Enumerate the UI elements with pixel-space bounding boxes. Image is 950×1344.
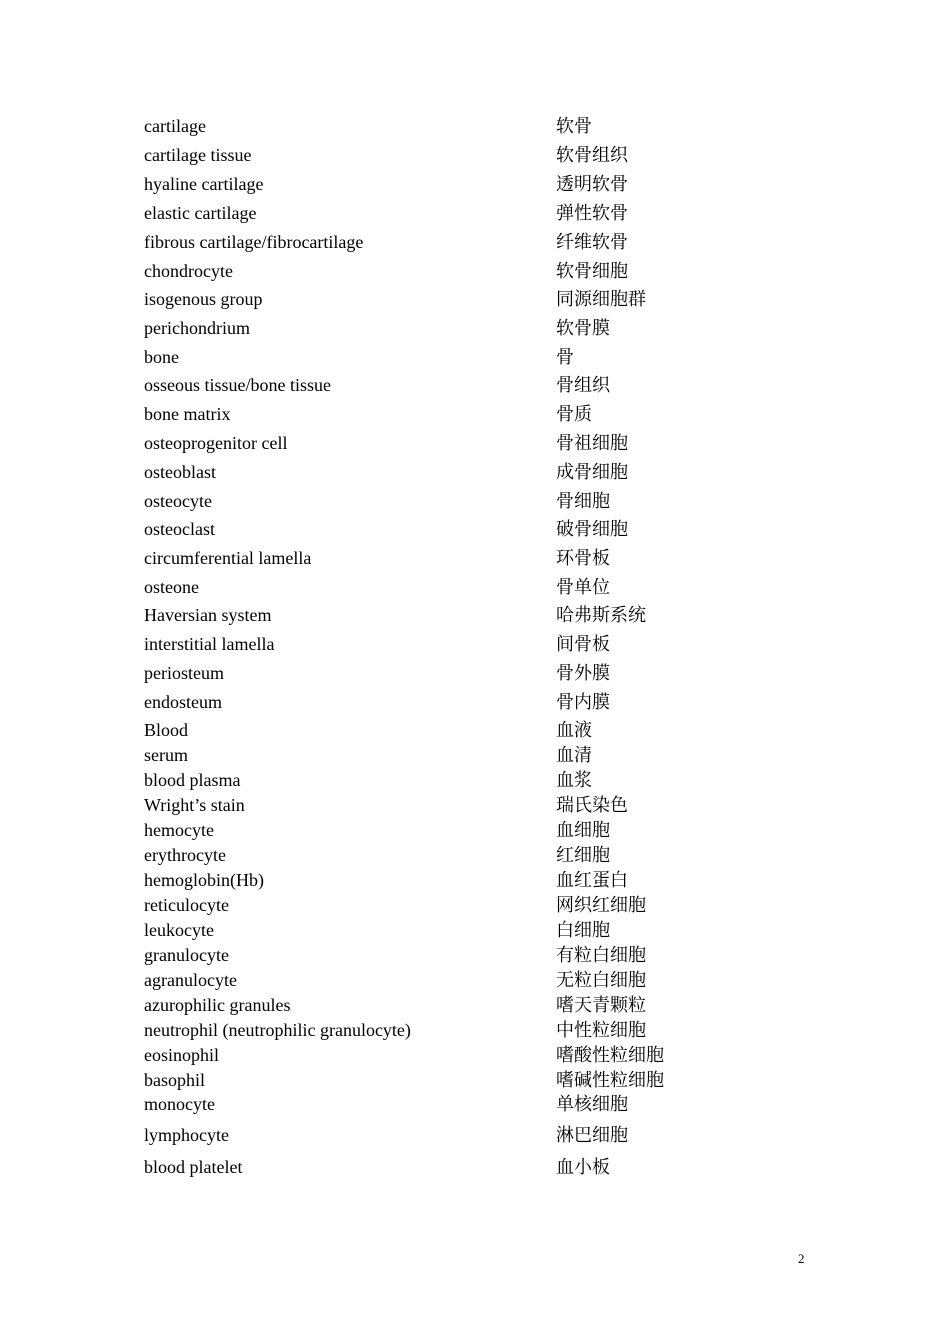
term-chinese: 血红蛋白 bbox=[556, 870, 628, 890]
term-english: interstitial lamella bbox=[144, 634, 275, 654]
term-chinese: 嗜碱性粒细胞 bbox=[556, 1070, 664, 1090]
term-chinese: 骨细胞 bbox=[556, 491, 610, 511]
glossary-row bbox=[0, 918, 950, 942]
term-english: agranulocyte bbox=[144, 970, 237, 990]
glossary-row bbox=[0, 287, 950, 311]
term-english: reticulocyte bbox=[144, 895, 229, 915]
glossary-row bbox=[0, 1018, 950, 1042]
glossary-row bbox=[0, 316, 950, 340]
term-chinese: 红细胞 bbox=[556, 845, 610, 865]
term-english: perichondrium bbox=[144, 318, 250, 338]
glossary-row bbox=[0, 259, 950, 283]
glossary-row bbox=[0, 460, 950, 484]
glossary-row bbox=[0, 402, 950, 426]
term-chinese: 软骨组织 bbox=[556, 145, 628, 165]
term-english: isogenous group bbox=[144, 289, 263, 309]
term-chinese: 骨单位 bbox=[556, 577, 610, 597]
term-english: neutrophil (neutrophilic granulocyte) bbox=[144, 1020, 411, 1040]
term-english: Haversian system bbox=[144, 605, 272, 625]
term-english: monocyte bbox=[144, 1094, 215, 1114]
term-english: osteoclast bbox=[144, 519, 215, 539]
term-chinese: 血浆 bbox=[556, 770, 592, 790]
glossary-row bbox=[0, 993, 950, 1017]
glossary-row bbox=[0, 818, 950, 842]
term-english: hemoglobin(Hb) bbox=[144, 870, 264, 890]
glossary-row bbox=[0, 575, 950, 599]
term-english: hemocyte bbox=[144, 820, 214, 840]
term-english: osteoprogenitor cell bbox=[144, 433, 288, 453]
glossary-row bbox=[0, 690, 950, 714]
page-number: 2 bbox=[798, 1251, 805, 1266]
glossary-row bbox=[0, 868, 950, 892]
term-chinese: 中性粒细胞 bbox=[556, 1020, 646, 1040]
glossary-row bbox=[0, 1043, 950, 1067]
term-chinese: 淋巴细胞 bbox=[556, 1125, 628, 1145]
glossary-row bbox=[0, 172, 950, 196]
term-chinese: 破骨细胞 bbox=[556, 519, 628, 539]
term-chinese: 有粒白细胞 bbox=[556, 945, 646, 965]
term-english: osteocyte bbox=[144, 491, 212, 511]
term-chinese: 嗜酸性粒细胞 bbox=[556, 1045, 664, 1065]
term-chinese: 纤维软骨 bbox=[556, 232, 628, 252]
term-chinese: 单核细胞 bbox=[556, 1094, 628, 1114]
glossary-row bbox=[0, 718, 950, 742]
term-chinese: 骨质 bbox=[556, 404, 592, 424]
term-english: blood plasma bbox=[144, 770, 241, 790]
term-chinese: 白细胞 bbox=[556, 920, 610, 940]
term-english: serum bbox=[144, 745, 188, 765]
term-english: bone bbox=[144, 347, 179, 367]
term-english: lymphocyte bbox=[144, 1125, 229, 1145]
term-chinese: 软骨 bbox=[556, 116, 592, 136]
glossary-row bbox=[0, 632, 950, 656]
term-english: erythrocyte bbox=[144, 845, 226, 865]
term-chinese: 嗜天青颗粒 bbox=[556, 995, 646, 1015]
term-english: leukocyte bbox=[144, 920, 214, 940]
glossary-row bbox=[0, 201, 950, 225]
term-chinese: 血细胞 bbox=[556, 820, 610, 840]
term-chinese: 骨祖细胞 bbox=[556, 433, 628, 453]
term-chinese: 无粒白细胞 bbox=[556, 970, 646, 990]
term-chinese: 骨 bbox=[556, 347, 574, 367]
term-chinese: 哈弗斯系统 bbox=[556, 605, 646, 625]
term-english: hyaline cartilage bbox=[144, 174, 264, 194]
term-chinese: 血清 bbox=[556, 745, 592, 765]
term-english: cartilage tissue bbox=[144, 145, 252, 165]
glossary-row bbox=[0, 431, 950, 455]
term-english: basophil bbox=[144, 1070, 205, 1090]
glossary-row bbox=[0, 603, 950, 627]
term-english: Wright’s stain bbox=[144, 795, 245, 815]
term-chinese: 同源细胞群 bbox=[556, 289, 646, 309]
term-chinese: 网织红细胞 bbox=[556, 895, 646, 915]
term-english: granulocyte bbox=[144, 945, 229, 965]
glossary-row bbox=[0, 1068, 950, 1092]
glossary-row bbox=[0, 143, 950, 167]
term-english: elastic cartilage bbox=[144, 203, 257, 223]
term-chinese: 血液 bbox=[556, 720, 592, 740]
term-chinese: 骨组织 bbox=[556, 375, 610, 395]
glossary-row bbox=[0, 546, 950, 570]
term-english: chondrocyte bbox=[144, 261, 233, 281]
term-chinese: 间骨板 bbox=[556, 634, 610, 654]
term-english: circumferential lamella bbox=[144, 548, 312, 568]
glossary-row bbox=[0, 230, 950, 254]
glossary-row bbox=[0, 943, 950, 967]
term-english: eosinophil bbox=[144, 1045, 219, 1065]
term-chinese: 环骨板 bbox=[556, 548, 610, 568]
term-english: osseous tissue/bone tissue bbox=[144, 375, 331, 395]
glossary-row bbox=[0, 743, 950, 767]
term-english: blood platelet bbox=[144, 1157, 243, 1177]
term-english: cartilage bbox=[144, 116, 206, 136]
term-english: azurophilic granules bbox=[144, 995, 291, 1015]
term-english: periosteum bbox=[144, 663, 224, 683]
glossary-row bbox=[0, 517, 950, 541]
glossary-row bbox=[0, 893, 950, 917]
term-english: endosteum bbox=[144, 692, 222, 712]
glossary-row bbox=[0, 661, 950, 685]
term-english: osteoblast bbox=[144, 462, 216, 482]
term-chinese: 骨内膜 bbox=[556, 692, 610, 712]
glossary-row bbox=[0, 489, 950, 513]
glossary-row bbox=[0, 1092, 950, 1116]
term-chinese: 软骨膜 bbox=[556, 318, 610, 338]
term-chinese: 透明软骨 bbox=[556, 174, 628, 194]
term-chinese: 骨外膜 bbox=[556, 663, 610, 683]
glossary-row bbox=[0, 345, 950, 369]
term-chinese: 软骨细胞 bbox=[556, 261, 628, 281]
term-chinese: 血小板 bbox=[556, 1157, 610, 1177]
term-english: fibrous cartilage/fibrocartilage bbox=[144, 232, 364, 252]
term-english: Blood bbox=[144, 720, 189, 740]
glossary-row bbox=[0, 793, 950, 817]
term-chinese: 弹性软骨 bbox=[556, 203, 628, 223]
glossary-row bbox=[0, 1155, 950, 1179]
glossary-row bbox=[0, 114, 950, 138]
glossary-row bbox=[0, 843, 950, 867]
glossary-row bbox=[0, 373, 950, 397]
term-chinese: 瑞氏染色 bbox=[556, 795, 628, 815]
term-english: bone matrix bbox=[144, 404, 231, 424]
glossary-row bbox=[0, 1123, 950, 1147]
term-english: osteone bbox=[144, 577, 199, 597]
glossary-row bbox=[0, 768, 950, 792]
glossary-row bbox=[0, 968, 950, 992]
term-chinese: 成骨细胞 bbox=[556, 462, 628, 482]
